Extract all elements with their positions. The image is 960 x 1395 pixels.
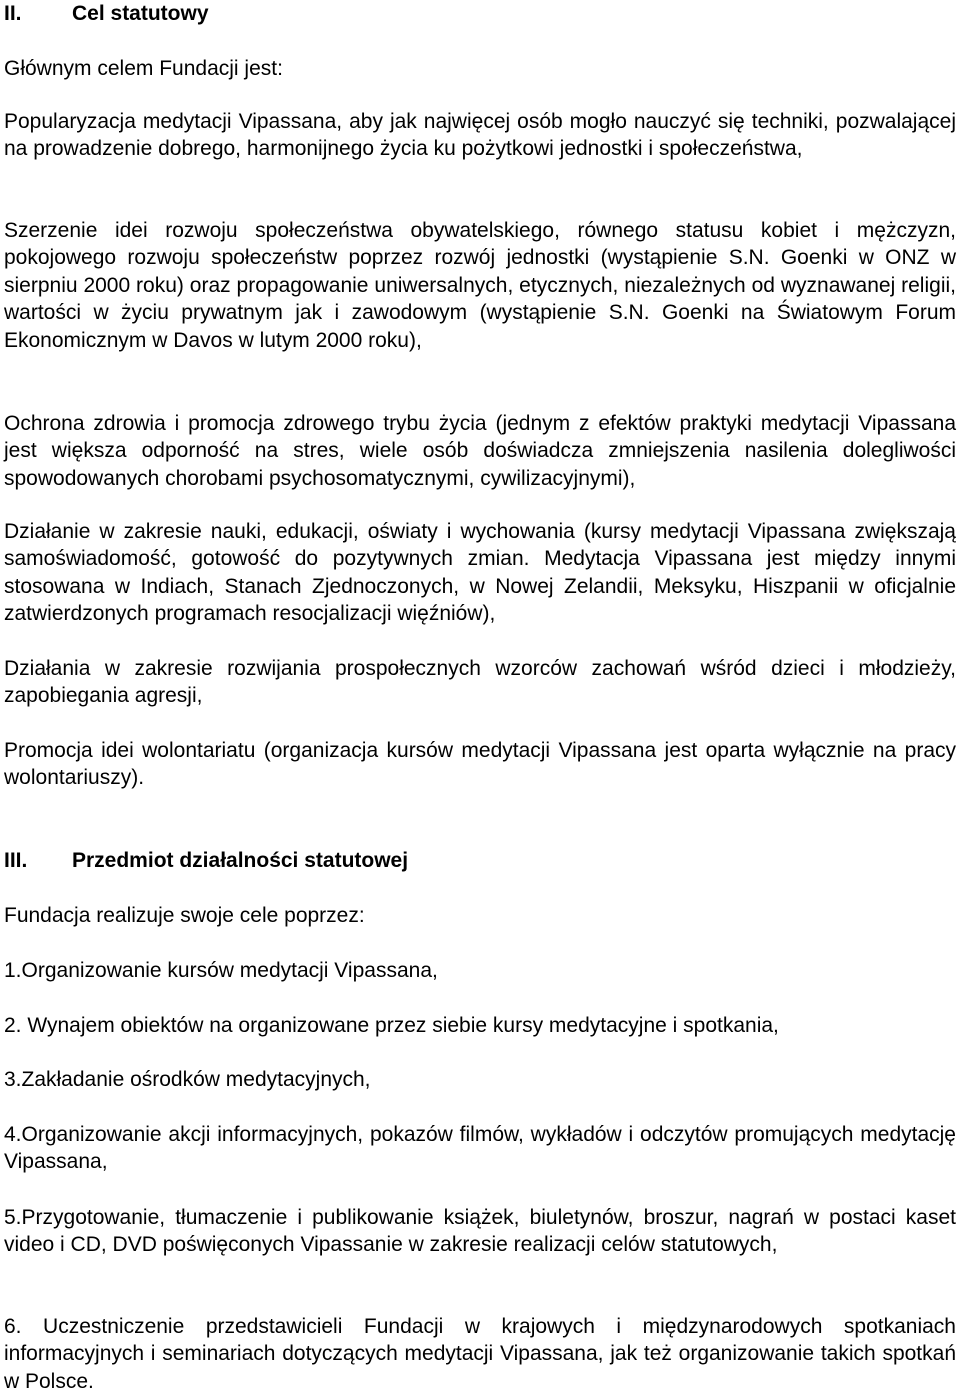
goal-item-3: Ochrona zdrowia i promocja zdrowego trybu życia (jednym z efektów praktyki medytacji Vipassana jest większa odporność na stres, wiele osób doświadcza zmniejszenia nasilenia dolegliwości spowodowanych chorobami psychosomatycznymi, cywilizacyjnymi),	[4, 412, 956, 490]
goal-item-6: Promocja idei wolontariatu (organizacja kursów medytacji Vipassana jest oparta wyłącznie na pracy wolontariuszy).	[4, 739, 956, 790]
goal-item-5: Działania w zakresie rozwijania prospołecznych wzorców zachowań wśród dzieci i młodzieży, zapobiegania agresji,	[4, 657, 956, 708]
goal-item-4: Działanie w zakresie nauki, edukacji, oświaty i wychowania (kursy medytacji Vipassana zwiększają samoświadomość, gotowość do pozytywnych zmian. Medytacja Vipassana jest między innymi stosowana w Indiach, Stanach Zjednoczonych, w Nowej Zelandii, Meksyku, Hiszpanii w oficjalnie zatwierdzonych programach resocjalizacji więźniów),	[4, 520, 956, 626]
section-2-heading	[4, 0, 209, 27]
goal-item-1: Popularyzacja medytacji Vipassana, aby jak najwięcej osób mogło nauczyć się techniki, pozwalającej na prowadzenie dobrego, harmonijnego życia ku pożytkowi jednostki i społeczeństwa,	[4, 110, 956, 161]
section-2-title: Cel statutowy	[72, 2, 209, 25]
section-2-intro: Głównym celem Fundacji jest:	[4, 57, 283, 80]
section-3-intro: Fundacja realizuje swoje cele poprzez:	[4, 904, 365, 927]
activity-item-4: 4.Organizowanie akcji informacyjnych, pokazów filmów, wykładów i odczytów promujących medytację Vipassana,	[4, 1123, 956, 1174]
activity-item-3: 3.Zakładanie ośrodków medytacyjnych,	[4, 1068, 371, 1091]
goal-item-2: Szerzenie idei rozwoju społeczeństwa obywatelskiego, równego statusu kobiet i mężczyzn, pokojowego rozwoju społeczeństw poprzez rozwój jednostki (wystąpienie S.N. Goenki w ONZ w sierpniu 2000 roku) oraz propagowanie uniwersalnych, etycznych, niezależnych od wyznawanej religii, wartości w życiu prywatnym jak i zawodowym (wystąpienie S.N. Goenki na Światowym Forum Ekonomicznym w Davos w lutym 2000 roku),	[4, 219, 956, 352]
section-3-number: III.	[4, 849, 28, 872]
activity-item-2: 2. Wynajem obiektów na organizowane przez siebie kursy medytacyjne i spotkania,	[4, 1014, 779, 1037]
section-3-heading	[4, 847, 408, 874]
activity-item-6: 6. Uczestniczenie przedstawicieli Fundacji w krajowych i międzynarodowych spotkaniach informacyjnych i seminariach dotyczących medytacji Vipassana, jak też organizowanie takich spotkań w Polsce.	[4, 1315, 956, 1393]
section-3-title: Przedmiot działalności statutowej	[72, 849, 409, 872]
activity-item-5: 5.Przygotowanie, tłumaczenie i publikowanie książek, biuletynów, broszur, nagrań w postaci kaset video i CD, DVD poświęconych Vipassanie w zakresie realizacji celów statutowych,	[4, 1206, 956, 1257]
activity-item-1: 1.Organizowanie kursów medytacji Vipassana,	[4, 959, 438, 982]
section-2-number: II.	[4, 2, 22, 25]
